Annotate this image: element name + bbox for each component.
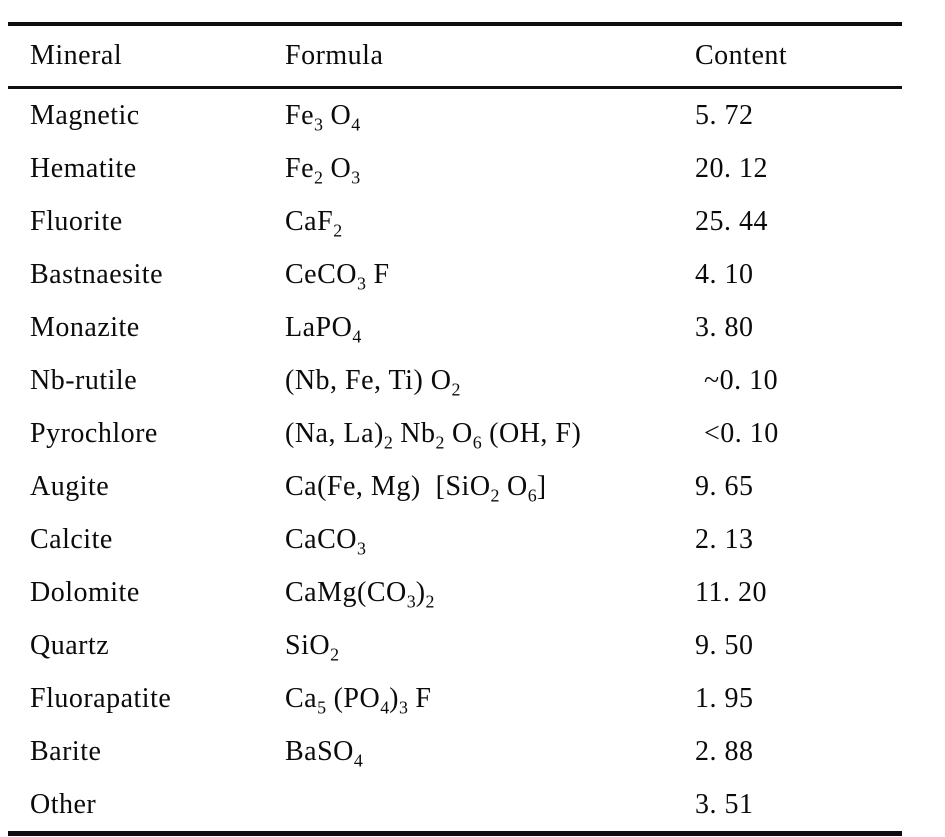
content-cell: 2. 88 <box>695 735 754 767</box>
formula-cell <box>285 778 695 834</box>
formula-cell: $Fe_2$ $O_3$ <box>285 152 361 188</box>
content-cell: 9. 65 <box>695 470 754 502</box>
table-row <box>8 354 902 407</box>
col-header-mineral: Mineral <box>8 24 285 88</box>
formula-cell: Ca(Fe, Mg) [SiO$_2$ $O_6$] <box>285 470 547 506</box>
mineral-cell: Nb-rutile <box>30 364 138 396</box>
formula-cell: CaCO$_3$ <box>285 523 366 559</box>
col-header-content: Content <box>695 24 902 88</box>
mineral-cell: Calcite <box>30 523 113 555</box>
content-cell: 9. 50 <box>695 629 754 661</box>
formula-cell: CaF$_2$ <box>285 205 343 241</box>
table-row <box>8 301 902 354</box>
table-row <box>8 725 902 778</box>
table-row <box>8 778 902 834</box>
mineral-cell: Quartz <box>30 629 110 661</box>
content-cell: 2. 13 <box>695 523 754 555</box>
formula-cell: $Fe_3$ $O_4$ <box>285 99 361 135</box>
formula-cell: CeCO$_3$ F <box>285 258 390 294</box>
content-cell: 1. 95 <box>695 682 754 714</box>
formula-cell: BaSO$_4$ <box>285 735 363 771</box>
content-cell: 4. 10 <box>695 258 754 290</box>
mineral-cell: Augite <box>30 470 110 502</box>
table-row <box>8 513 902 566</box>
mineral-cell: Bastnaesite <box>30 258 164 290</box>
formula-cell: SiO$_2$ <box>285 629 340 665</box>
table-row <box>8 619 902 672</box>
table-row <box>8 460 902 513</box>
content-cell: 3. 51 <box>695 788 754 820</box>
mineral-cell: Monazite <box>30 311 140 343</box>
mineral-cell: Fluorapatite <box>30 682 172 714</box>
content-cell: 25. 44 <box>695 205 768 237</box>
mineral-cell: Magnetic <box>30 99 140 131</box>
mineral-cell: Barite <box>30 735 102 767</box>
mineral-composition-table <box>8 22 902 836</box>
table-row <box>8 407 902 460</box>
formula-cell: (Nb, Fe, Ti) $O_2$ <box>285 364 461 400</box>
formula-cell: $CaMg(CO_3)_2$ <box>285 576 435 612</box>
mineral-cell: Pyrochlore <box>30 417 158 449</box>
formula-cell: (Na, $La)_2$ $Nb_2$ $O_6$ (OH, F) <box>285 417 582 453</box>
content-cell: 11. 20 <box>695 576 767 608</box>
table-header <box>8 24 902 88</box>
content-cell: ~0. 10 <box>704 364 779 396</box>
table-row <box>8 672 902 725</box>
content-cell: 3. 80 <box>695 311 754 343</box>
mineral-cell: Dolomite <box>30 576 140 608</box>
formula-cell: $Ca_5$ $(PO_4)_3$ F <box>285 682 432 718</box>
table-row <box>8 195 902 248</box>
mineral-cell: Other <box>30 788 97 820</box>
col-header-formula: Formula <box>285 24 695 88</box>
table-body <box>8 88 902 834</box>
table-row <box>8 566 902 619</box>
header-row <box>8 24 902 88</box>
content-cell: <0. 10 <box>704 417 779 449</box>
mineral-cell: Fluorite <box>30 205 123 237</box>
content-cell: 5. 72 <box>695 99 754 131</box>
table-row <box>8 142 902 195</box>
mineral-cell: Hematite <box>30 152 137 184</box>
formula-cell: LaPO$_4$ <box>285 311 362 347</box>
content-cell: 20. 12 <box>695 152 768 184</box>
table-row <box>8 248 902 301</box>
table-row <box>8 88 902 143</box>
